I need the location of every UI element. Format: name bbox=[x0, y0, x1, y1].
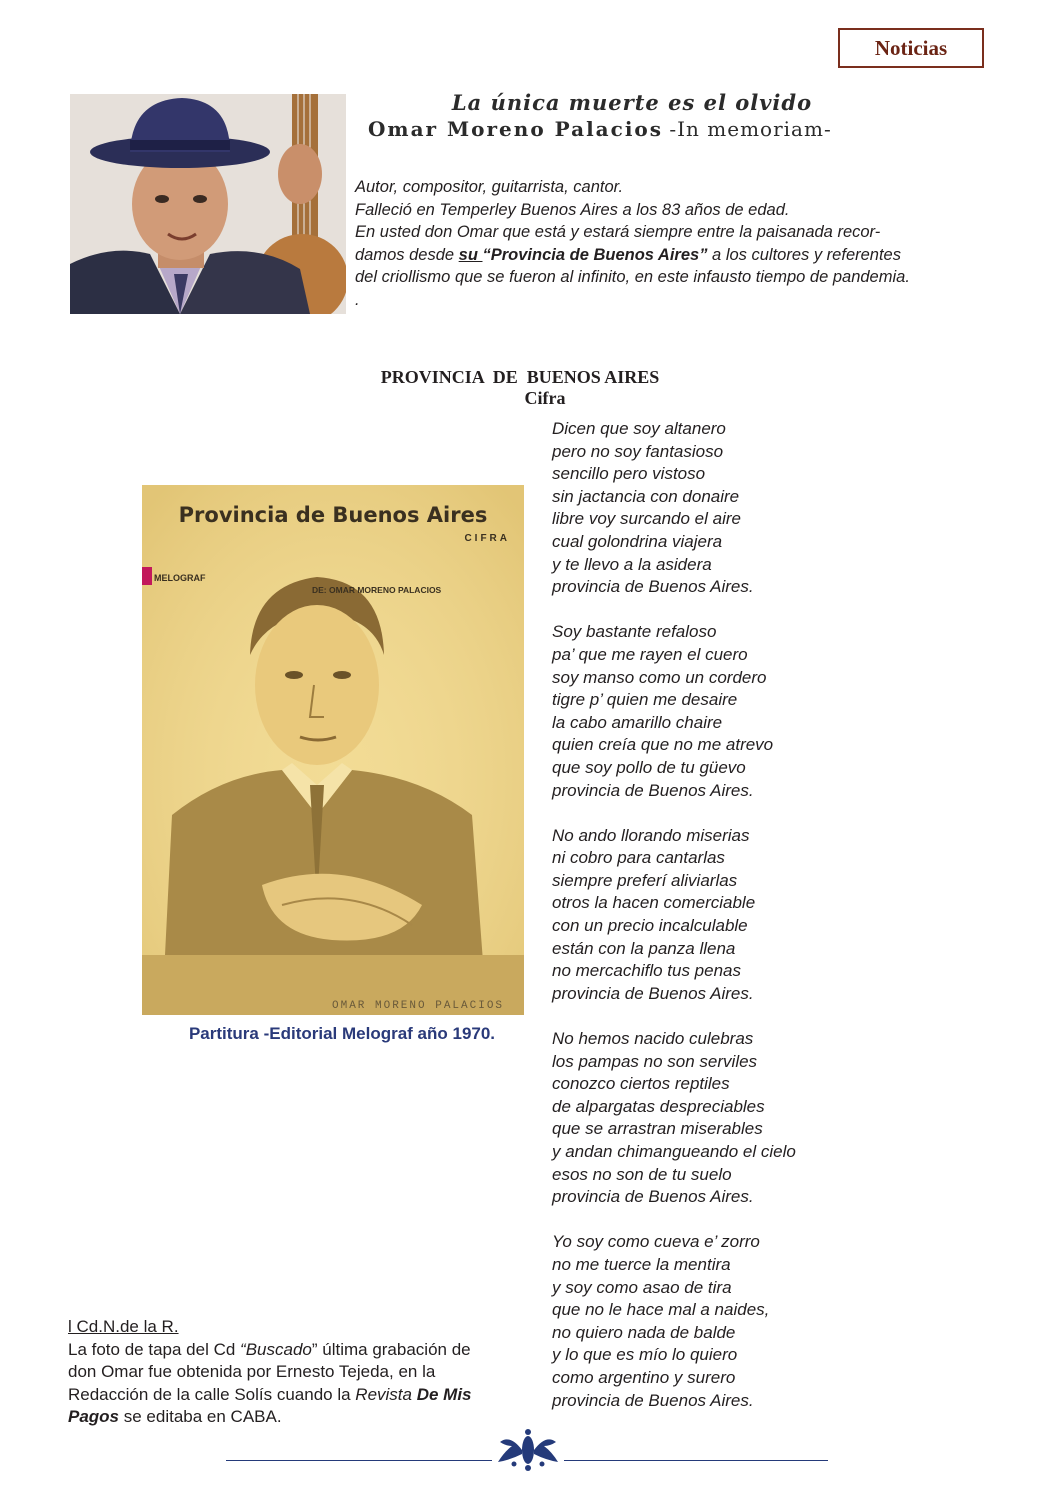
fleuron-ornament-icon bbox=[492, 1428, 564, 1472]
lyrics-line: sencillo pero vistoso bbox=[552, 464, 706, 484]
song-lyrics bbox=[552, 418, 992, 1435]
note-revista: Revista bbox=[355, 1384, 417, 1404]
headline-title: La única muerte es el olvido bbox=[451, 90, 813, 115]
cover-brand: MELOGRAF bbox=[154, 573, 206, 583]
lyrics-stanza bbox=[552, 1028, 992, 1209]
note-heading: l Cd.N.de la R. bbox=[68, 1317, 179, 1336]
bio-line bbox=[355, 244, 995, 267]
note-magazine-name: Pagos bbox=[68, 1407, 120, 1426]
lyrics-stanza bbox=[552, 1231, 992, 1412]
lyrics-line: soy manso como un cordero bbox=[552, 667, 767, 687]
lyrics-line: pa’ que me rayen el cuero bbox=[552, 644, 748, 664]
cover-cifra: CIFRA bbox=[464, 533, 510, 544]
note-text: La foto de tapa del Cd bbox=[68, 1339, 241, 1359]
lyrics-line: pero no soy fantasioso bbox=[552, 441, 724, 461]
lyrics-line: provincia de Buenos Aires. bbox=[552, 1390, 754, 1410]
bio-line: Autor, compositor, guitarrista, cantor. bbox=[355, 178, 624, 196]
lyrics-line: sin jactancia con donaire bbox=[552, 486, 740, 506]
note-line bbox=[68, 1339, 528, 1362]
editor-note bbox=[68, 1316, 528, 1429]
note-line bbox=[68, 1384, 528, 1407]
lyrics-line: Dicen que soy altanero bbox=[552, 419, 726, 438]
note-magazine-name: De Mis bbox=[416, 1384, 472, 1404]
score-cover-image bbox=[142, 485, 524, 1015]
lyrics-line: la cabo amarillo chaire bbox=[552, 712, 723, 732]
lyrics-line: que se arrastran miserables bbox=[552, 1119, 763, 1139]
lyrics-line: como argentino y surero bbox=[552, 1367, 736, 1387]
cover-title: Provincia de Buenos Aires bbox=[178, 503, 488, 527]
lyrics-line: provincia de Buenos Aires. bbox=[552, 780, 754, 800]
lyrics-line: tigre p’ quien me desaire bbox=[552, 690, 738, 710]
lyrics-line: provincia de Buenos Aires. bbox=[552, 983, 754, 1003]
cover-author: DE: OMAR MORENO PALACIOS bbox=[312, 585, 442, 595]
melograf-logo-icon bbox=[142, 567, 152, 585]
lyrics-line: ni cobro para cantarlas bbox=[552, 848, 725, 868]
bio-text: damos desde bbox=[355, 245, 459, 264]
lyrics-line: están con la panza llena bbox=[552, 938, 736, 958]
lyrics-line: provincia de Buenos Aires. bbox=[552, 1187, 754, 1207]
article-headline bbox=[352, 90, 912, 141]
bio-line: del criollismo que se fueron al infinito, en este infausto tiempo de pandemia. bbox=[355, 268, 910, 286]
cover-signature: OMAR MORENO PALACIOS bbox=[332, 1000, 505, 1012]
bio-line: Falleció en Temperley Buenos Aires a los 83 años de edad. bbox=[355, 200, 790, 219]
memoriam-label: -In memoriam- bbox=[669, 117, 832, 141]
lyrics-line: otros la hacen comerciable bbox=[552, 893, 756, 913]
lyrics-line: Soy bastante refaloso bbox=[552, 622, 717, 642]
lyrics-line: libre voy surcando el aire bbox=[552, 509, 741, 529]
note-line bbox=[68, 1406, 528, 1429]
song-subtitle: Cifra bbox=[524, 388, 566, 408]
lyrics-line: y soy como asao de tira bbox=[552, 1277, 732, 1297]
lyrics-line: conozco ciertos reptiles bbox=[552, 1074, 730, 1094]
lyrics-line: y te llevo a la asidera bbox=[552, 554, 712, 574]
lyrics-line: quien creía que no me atrevo bbox=[552, 735, 774, 755]
lyrics-stanza bbox=[552, 825, 992, 1006]
lyrics-line: de alpargatas despreciables bbox=[552, 1096, 765, 1116]
song-title: PROVINCIA DE BUENOS AIRES bbox=[380, 367, 660, 387]
note-line: don Omar fue obtenida por Ernesto Tejeda, en la bbox=[68, 1362, 436, 1381]
bio-song-title: “Provincia de Buenos Aires” bbox=[482, 245, 708, 264]
note-text: ” última grabación de bbox=[311, 1339, 471, 1359]
section-label bbox=[838, 28, 984, 68]
section-label-text: Noticias bbox=[874, 35, 948, 60]
lyrics-line: que no le hace mal a naides, bbox=[552, 1300, 770, 1320]
lyrics-line: no quiero nada de balde bbox=[552, 1322, 736, 1342]
lyrics-line: con un precio incalculable bbox=[552, 916, 748, 936]
headline-subtitle bbox=[352, 117, 912, 141]
lyrics-line: esos no son de tu suelo bbox=[552, 1164, 732, 1184]
lyrics-line: No ando llorando miserias bbox=[552, 825, 750, 845]
note-text: Redacción de la calle Solís cuando la bbox=[68, 1384, 356, 1404]
lyrics-stanza bbox=[552, 621, 992, 802]
lyrics-line: cual golondrina viajera bbox=[552, 531, 723, 551]
cover-caption: Partitura -Editorial Melograf año 1970. bbox=[188, 1024, 496, 1043]
bio-line: En usted don Omar que está y estará siempre entre la paisanada recor- bbox=[355, 223, 881, 241]
lyrics-line: no me tuerce la mentira bbox=[552, 1254, 731, 1274]
note-cd-title: “Buscado bbox=[240, 1339, 312, 1359]
lyrics-line: siempre preferí aliviarlas bbox=[552, 870, 738, 890]
artist-name: Omar Moreno Palacios bbox=[368, 117, 664, 141]
artist-portrait bbox=[70, 94, 346, 314]
bio-emphasis-su: su bbox=[458, 245, 483, 264]
lyrics-stanza bbox=[552, 418, 992, 599]
lyrics-line: que soy pollo de tu güevo bbox=[552, 757, 746, 777]
bio-text: a los cultores y referentes bbox=[707, 245, 901, 264]
lyrics-line: Yo soy como cueva e’ zorro bbox=[552, 1232, 760, 1252]
note-text: se editaba en CABA. bbox=[119, 1407, 282, 1426]
lyrics-line: y lo que es mío lo quiero bbox=[552, 1345, 738, 1365]
footer-rule-right bbox=[564, 1460, 828, 1461]
artist-bio bbox=[355, 176, 995, 311]
bio-line: . bbox=[355, 290, 360, 309]
lyrics-line: y andan chimangueando el cielo bbox=[552, 1142, 796, 1161]
footer-rule-left bbox=[226, 1460, 492, 1461]
lyrics-line: provincia de Buenos Aires. bbox=[552, 577, 754, 597]
lyrics-line: No hemos nacido culebras bbox=[552, 1029, 754, 1049]
lyrics-line: los pampas no son serviles bbox=[552, 1051, 758, 1071]
lyrics-line: no mercachiflo tus penas bbox=[552, 961, 741, 981]
